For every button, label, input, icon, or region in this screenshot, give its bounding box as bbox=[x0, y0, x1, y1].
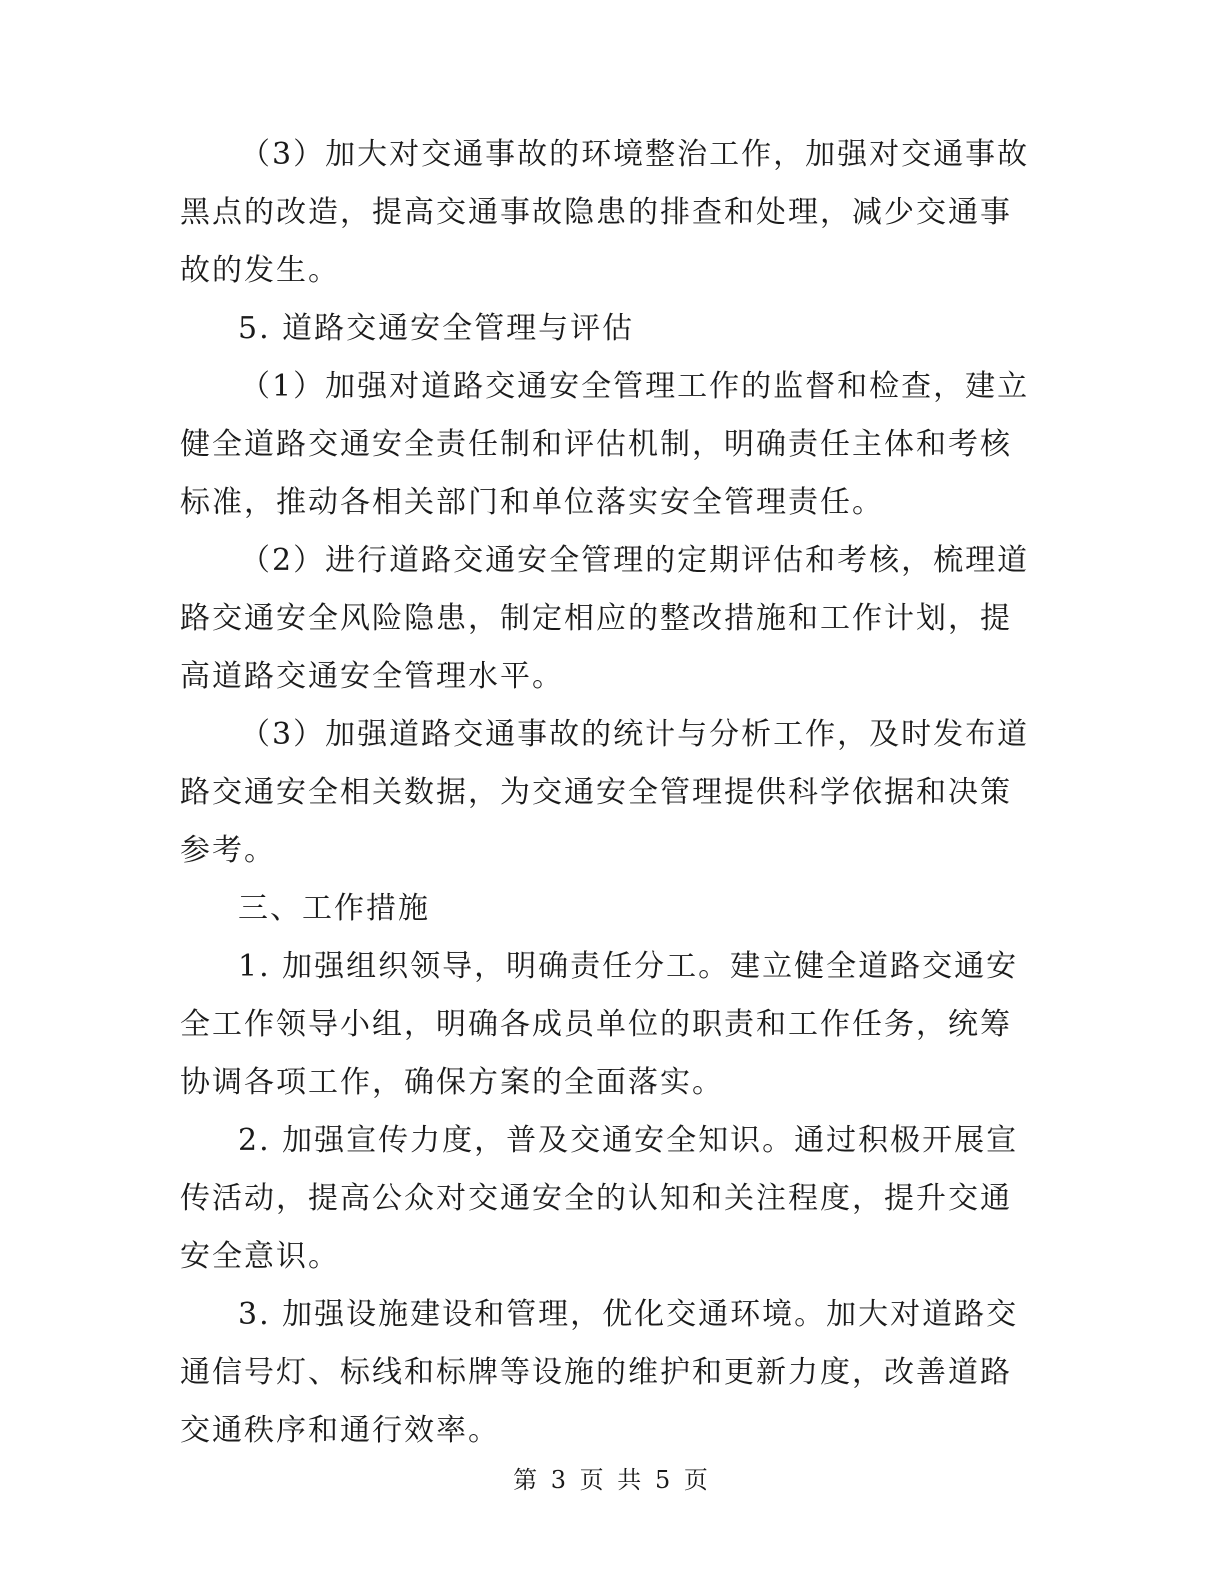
paragraph-1-supervision: （1）加强对道路交通安全管理工作的监督和检查，建立健全道路交通安全责任制和评估机制，明确责任主体和考核标准，推动各相关部门和单位落实安全管理责任。 bbox=[180, 369, 1030, 520]
paragraph-3-statistics: （3）加强道路交通事故的统计与分析工作，及时发布道路交通安全相关数据，为交通安全管理提供科学依据和决策参考。 bbox=[180, 717, 1030, 868]
measure-2-publicity: 2. 加强宣传力度，普及交通安全知识。通过积极开展宣传活动，提高公众对交通安全的认知和关注程度，提升交通安全意识。 bbox=[180, 1123, 1019, 1274]
measure-3-facilities: 3. 加强设施建设和管理，优化交通环境。加大对道路交通信号灯、标线和标牌等设施的维护和更新力度，改善道路交通秩序和通行效率。 bbox=[180, 1297, 1019, 1448]
page-footer: 第 3 页 共 5 页 bbox=[513, 1466, 711, 1494]
measure-1-organization: 1. 加强组织领导，明确责任分工。建立健全道路交通安全工作领导小组，明确各成员单位的职责和工作任务，统筹协调各项工作，确保方案的全面落实。 bbox=[180, 949, 1019, 1100]
document-body bbox=[180, 126, 1030, 1460]
paragraph-2-evaluation: （2）进行道路交通安全管理的定期评估和考核，梳理道路交通安全风险隐患，制定相应的整改措施和工作计划，提高道路交通安全管理水平。 bbox=[180, 543, 1030, 694]
section-heading-measures: 三、工作措施 bbox=[238, 891, 430, 926]
paragraph-3-environment: （3）加大对交通事故的环境整治工作，加强对交通事故黑点的改造，提高交通事故隐患的排查和处理，减少交通事故的发生。 bbox=[180, 137, 1030, 288]
section-heading-5: 5. 道路交通安全管理与评估 bbox=[238, 311, 635, 346]
